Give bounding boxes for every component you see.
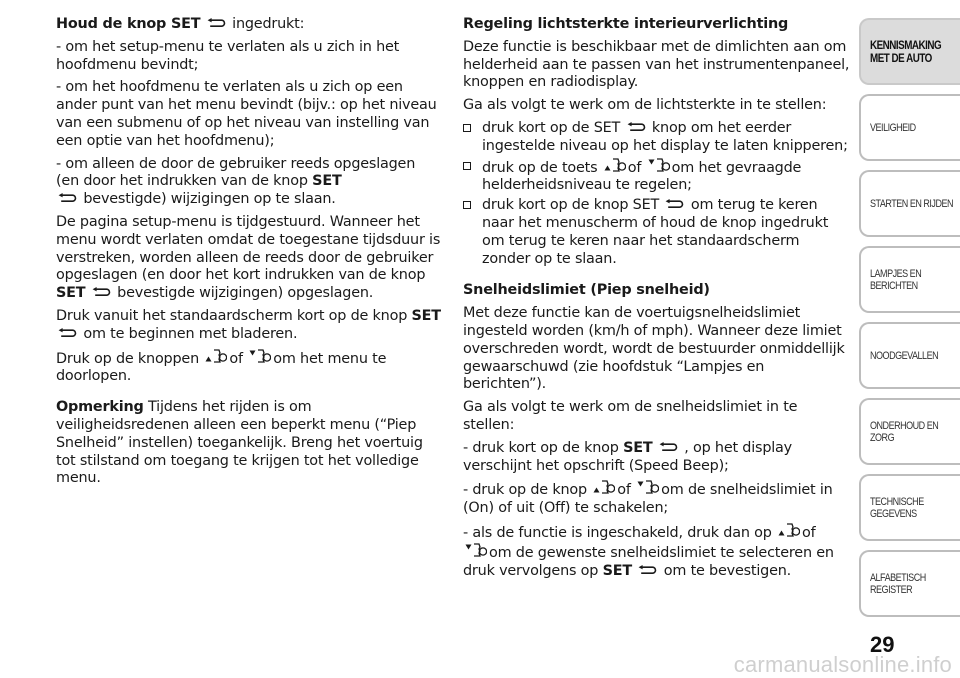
paragraph: - om het hoofdmenu te verlaten als u zich op een ander punt van het menu bevindt (bijv.: op het niveau van een submenu of op het niveau van instelling van een optie van het hoofdmenu); [56,79,437,149]
tab-label: LAMPJES EN BERICHTEN [870,267,922,292]
text-span: knop om het eerder ingestelde niveau op het display te laten knipperen; [482,119,848,154]
text-span: - druk kort op de knop [463,439,619,456]
set-label: SET [411,307,441,324]
set-enter-icon [92,287,111,297]
set-enter-icon [207,18,226,28]
tab-label: ALFABETISCH REGISTER [870,571,926,596]
paragraph [56,308,441,344]
set-label: SET [602,562,633,579]
text-span: - als de functie is ingeschakeld, druk dan op [463,524,772,541]
set-label: SET [56,285,86,302]
text-span: druk kort op de SET [482,119,621,136]
tab-label: NOODGEVALLEN [870,349,939,362]
paragraph [463,440,851,476]
page-number: 29 [870,632,895,657]
list-item [463,158,851,196]
text-span: om de snelheidslimiet in (On) of uit (Off) te schakelen; [463,482,833,517]
text-span: druk kort op de knop SET [482,197,660,214]
paragraph: Ga als volgt te werk om de snelheidslimiet in te stellen: [463,399,798,433]
tab-starten-en-rijden[interactable] [859,170,960,237]
paragraph: Met deze functie kan de voertuigsnelheidslimiet ingesteld worden (km/h of mph). Wanneer deze limiet overschreden wordt, wordt de bestuurder onmiddellijk gewaarschuwd (zie hoofdstuk “Lampjes en berichten”). [463,305,845,393]
paragraph [463,480,851,518]
note-label: Opmerking [56,399,144,416]
text-span: om het menu te doorlopen. [56,350,387,385]
tab-kennismaking[interactable] [859,18,960,85]
text-span: bevestigde wijzigingen) opgeslagen. [117,285,374,302]
tab-alfabetisch-register[interactable] [859,550,960,617]
paragraph [463,523,851,580]
hold-set-label: Houd de knop SET [56,16,201,32]
tab-noodgevallen[interactable] [859,322,960,389]
text-span: om te bevestigen. [663,562,792,579]
arrow-up-button-icon [604,158,626,172]
text-span: druk op de toets [482,159,598,176]
text-span: bevestigde) wijzigingen op te slaan. [83,191,336,208]
hold-set-suffix: ingedrukt: [232,16,305,32]
right-column [463,16,851,585]
text-span: om de gewenste snelheidslimiet te selecteren en druk vervolgens op [463,544,834,579]
paragraph: - om het setup-menu te verlaten als u zich in het hoofdmenu bevindt; [56,38,400,73]
set-enter-icon [638,565,657,575]
bullet-box-icon [463,162,471,170]
arrow-down-button-icon [637,480,659,494]
set-enter-icon [58,328,77,338]
section-heading-brightness: Regeling lichtsterkte interieurverlichting [463,16,789,32]
tab-label: TECHNISCHE GEGEVENS [870,495,924,520]
paragraph: Deze functie is beschikbaar met de dimlichten aan om helderheid aan te passen van het instrumentenpaneel, knoppen en radiodisplay. [463,38,850,91]
bullet-box-icon [463,124,471,132]
set-label: SET [623,439,653,456]
text-span: of [229,350,243,367]
set-enter-icon [665,199,684,209]
text-span: om te beginnen met bladeren. [83,325,298,342]
brightness-steps [463,120,851,268]
arrow-up-button-icon [205,349,227,363]
tab-lampjes-en-berichten[interactable] [859,246,960,313]
text-span: Druk vanuit het standaardscherm kort op de knop [56,307,408,324]
tab-veiligheid[interactable] [859,94,960,161]
hold-set-intro [56,16,441,34]
left-column [56,16,441,493]
paragraph: Ga als volgt te werk om de lichtsterkte in te stellen: [463,97,827,114]
section-heading-speed-limit: Snelheidslimiet (Piep snelheid) [463,282,710,299]
text-span: De pagina setup-menu is tijdgestuurd. Wanneer het menu wordt verlaten omdat de toegestane tijdsduur is verstreken, worden alleen de reeds door de gebruiker opgeslagen (en door het kort indrukken van de knop [56,213,441,284]
paragraph [56,349,441,387]
text-span: of [802,524,816,541]
arrow-down-button-icon [648,158,670,172]
set-enter-icon [627,122,646,132]
text-span: Druk op de knoppen [56,350,200,367]
set-enter-icon [659,442,678,452]
list-item [463,197,851,268]
text-span: , op het display verschijnt het opschrift (Speed Beep); [463,439,792,474]
set-label: SET [312,173,342,190]
tab-label: VEILIGHEID [870,121,916,134]
tab-label: KENNISMAKING MET DE AUTO [870,37,942,65]
bullet-box-icon [463,201,471,209]
note-paragraph [56,399,441,488]
tab-onderhoud-en-zorg[interactable] [859,398,960,465]
list-item [463,120,851,156]
paragraph [56,156,441,209]
tab-label: ONDERHOUD EN ZORG [870,419,939,444]
watermark: carmanualsonline.info [733,652,952,677]
arrow-up-button-icon [593,480,615,494]
paragraph [56,214,441,303]
tab-label: STARTEN EN RIJDEN [870,197,954,210]
chapter-tabs [859,18,960,626]
text-span: of [617,482,631,499]
arrow-down-button-icon [249,349,271,363]
text-span: - om alleen de door de gebruiker reeds opgeslagen (en door het indrukken van de knop [56,155,416,190]
arrow-up-button-icon [778,523,800,537]
text-span: om het gevraagde helderheidsniveau te regelen; [482,159,802,194]
text-span: om terug te keren naar het menuscherm of houd de knop ingedrukt om terug te keren naar het standaardscherm zonder op te slaan. [482,197,829,267]
note-text: Tijdens het rijden is om veiligheidsredenen alleen een beperkt menu (“Piep Snelheid” instellen) toegankelijk. Breng het voertuig tot stilstand om toegang te krijgen tot het volledige menu. [56,399,423,487]
set-enter-icon [58,193,77,203]
arrow-down-button-icon [465,543,487,557]
text-span: of [627,159,642,176]
tab-technische-gegevens[interactable] [859,474,960,541]
text-span: - druk op de knop [463,482,587,499]
